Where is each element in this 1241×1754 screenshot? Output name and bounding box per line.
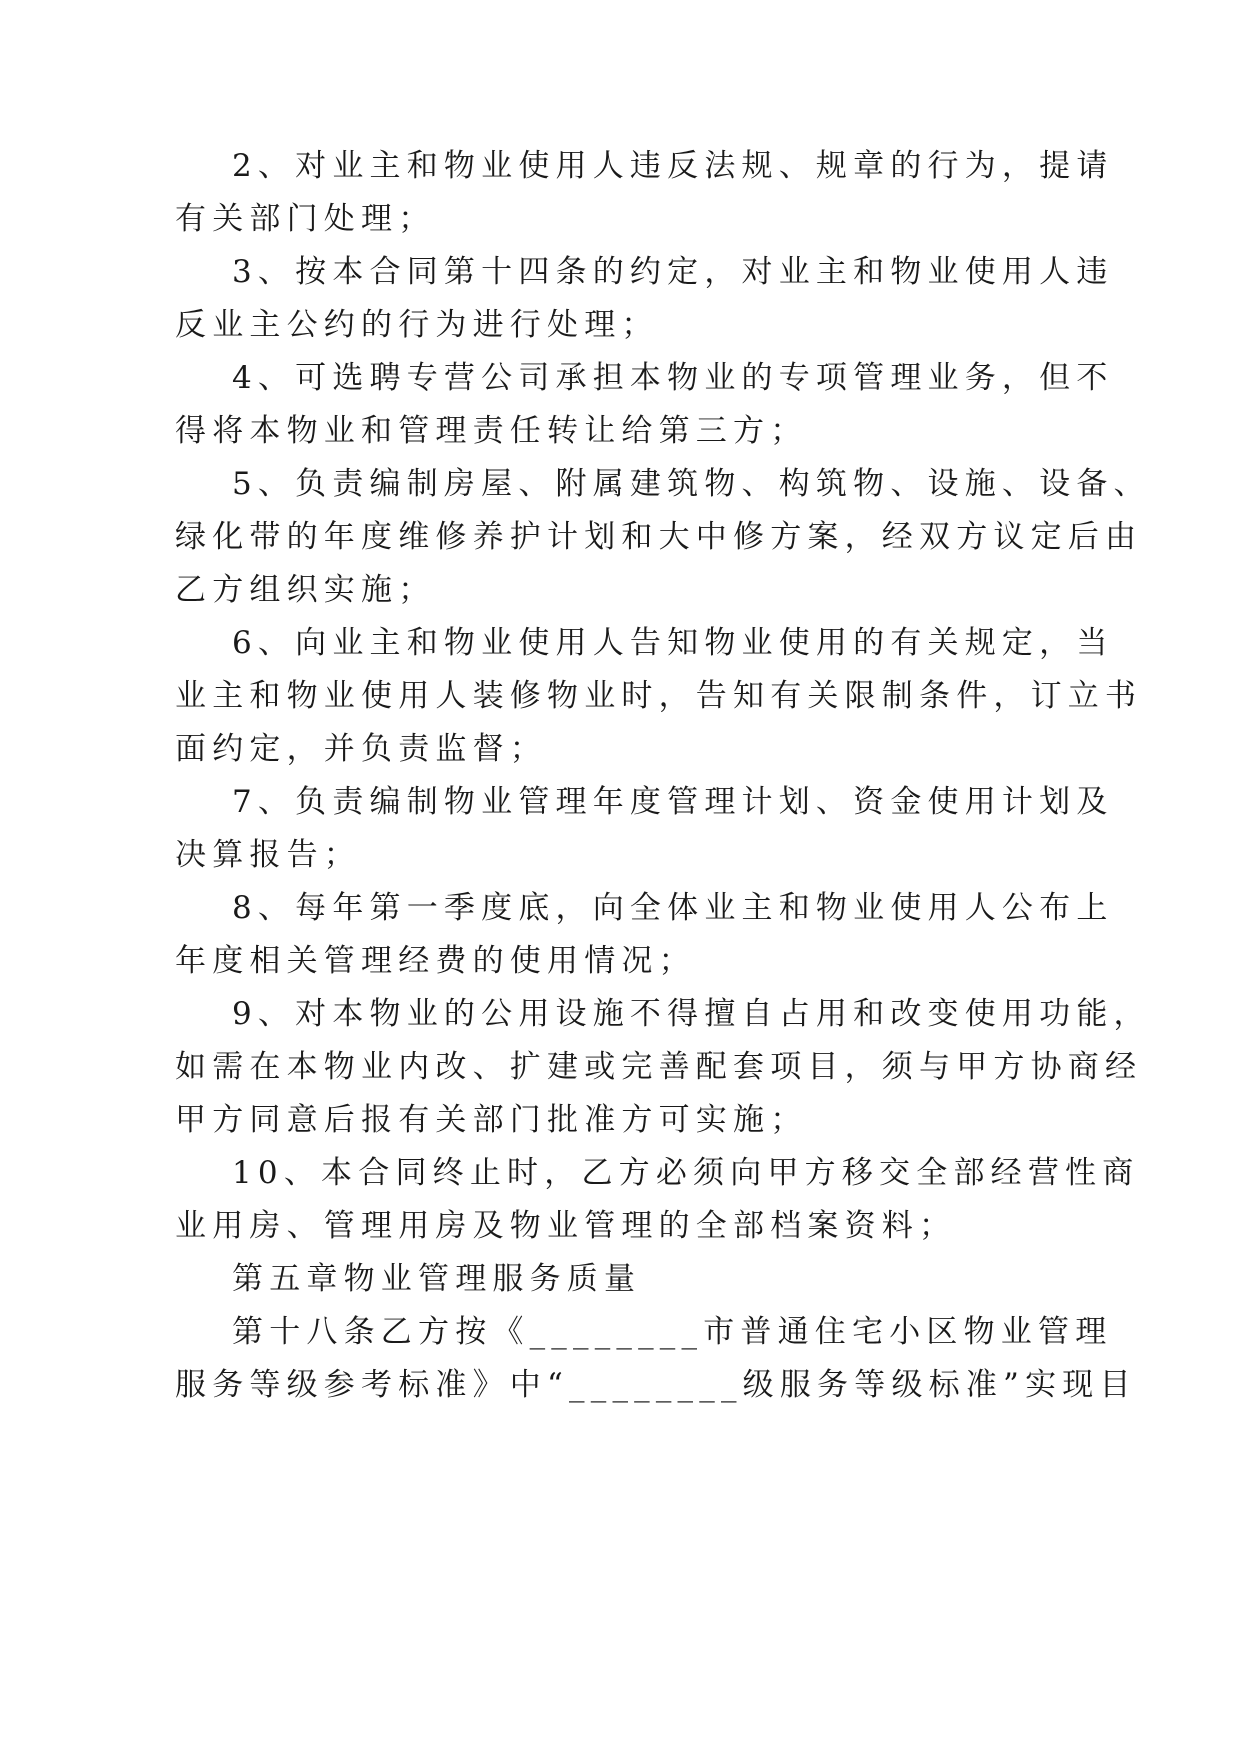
text-line: 有关部门处理； [175, 201, 436, 237]
text-line: 决算报告； [175, 837, 361, 873]
text-line: 7、负责编制物业管理年度管理计划、资金使用计划及 [232, 784, 1114, 820]
text-line: 服务等级参考标准》中“________级服务等级标准”实现目 [175, 1367, 1137, 1403]
text-line: 4、可选聘专营公司承担本物业的专项管理业务，但不 [232, 360, 1114, 396]
text-line: 面约定，并负责监督； [175, 731, 547, 767]
text-line: 8、每年第一季度底，向全体业主和物业使用人公布上 [232, 890, 1114, 926]
text-line: 业主和物业使用人装修物业时，告知有关限制条件，订立书 [175, 678, 1143, 714]
text-line: 6、向业主和物业使用人告知物业使用的有关规定，当 [232, 625, 1114, 661]
text-line: 5、负责编制房屋、附属建筑物、构筑物、设施、设备、 [232, 466, 1151, 502]
text-line: 甲方同意后报有关部门批准方可实施； [175, 1102, 808, 1138]
text-line: 3、按本合同第十四条的约定，对业主和物业使用人违 [232, 254, 1114, 290]
text-line: 得将本物业和管理责任转让给第三方； [175, 413, 808, 449]
text-line: 10、本合同终止时，乙方必须向甲方移交全部经营性商 [232, 1155, 1140, 1191]
text-line: 年度相关管理经费的使用情况； [175, 943, 696, 979]
text-line: 第十八条乙方按《________市普通住宅小区物业管理 [232, 1314, 1113, 1350]
text-line: 乙方组织实施； [175, 572, 436, 608]
text-line: 绿化带的年度维修养护计划和大中修方案，经双方议定后由 [175, 519, 1143, 555]
text-line: 业用房、管理用房及物业管理的全部档案资料； [175, 1208, 957, 1244]
text-line: 9、对本物业的公用设施不得擅自占用和改变使用功能， [232, 996, 1151, 1032]
text-line: 反业主公约的行为进行处理； [175, 307, 659, 343]
chapter-heading: 第五章物业管理服务质量 [232, 1261, 642, 1297]
text-line: 如需在本物业内改、扩建或完善配套项目，须与甲方协商经 [175, 1049, 1143, 1085]
text-line: 2、对业主和物业使用人违反法规、规章的行为，提请 [232, 148, 1114, 184]
